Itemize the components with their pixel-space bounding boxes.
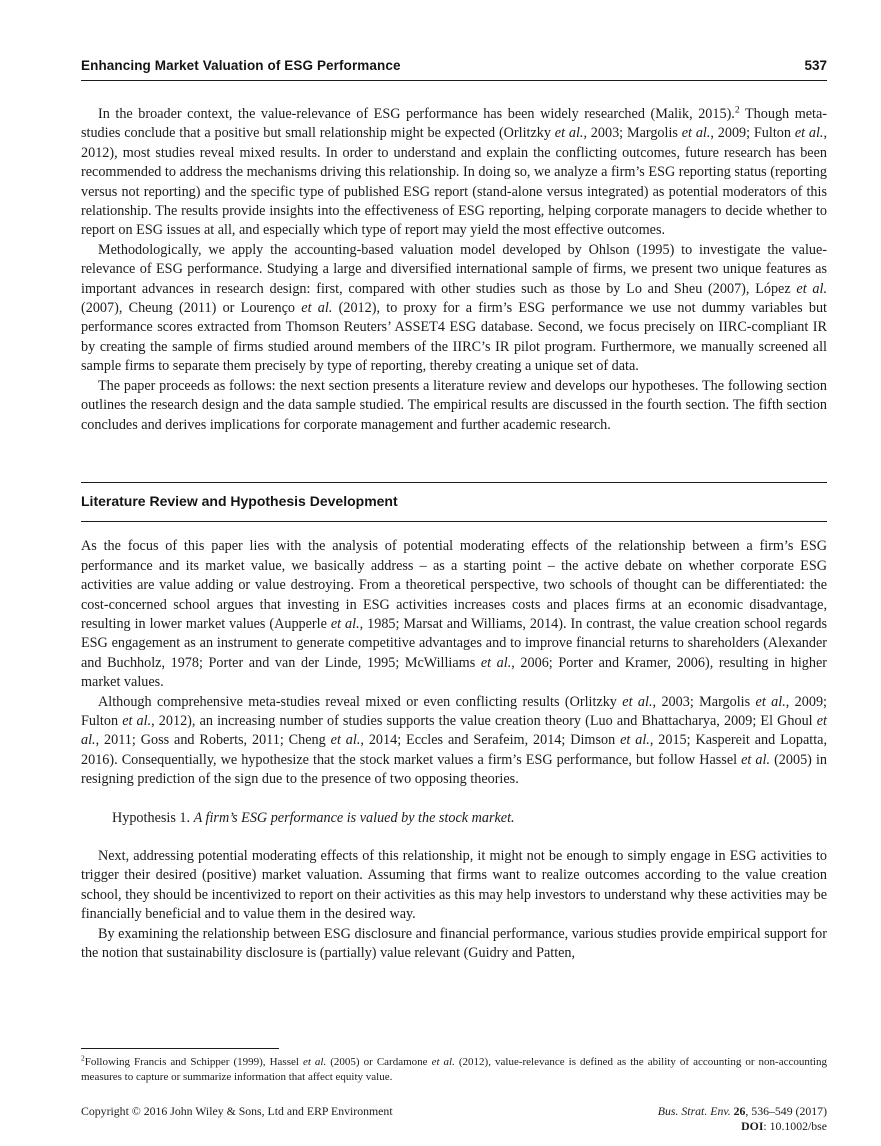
footnote (81, 1048, 827, 1084)
running-head-title: Enhancing Market Valuation of ESG Performance (81, 58, 401, 73)
doi-line: DOI: 10.1002/bse (741, 1119, 827, 1133)
section-heading-block (81, 482, 827, 522)
intro-paragraph-3: The paper proceeds as follows: the next section presents a literature review and develops our hypotheses. The following section outlines the research design and the data sample studied. The empirical results are discussed in the fourth section. The fifth section concludes and derives implications for corporate management and further academic research. (81, 377, 827, 433)
intro-paragraph-1: In the broader context, the value-relevance of ESG performance has been widely researched (Malik, 2015).$^2$ Though meta-studies conclude that a positive but small relationship might be expected (Orlitzky et al., 2003; Margolis et al., 2009; Fulton et al., 2012), most studies reveal mixed results. In order to understand and explain the conflicting outcomes, future research has been recommended to address the mechanisms driving this relationship. In doing so, we analyze a firm’s ESG reporting status (reporting versus not reporting) and the specific type of published ESG report (stand-alone versus integrated) as potential moderators of this relationship. The results provide insights into the effectiveness of ESG reporting, helping corporate managers to decide whether to report on ESG issues at all, and especially which type of report may yield the most effective outcomes. (81, 104, 828, 239)
intro-paragraph-2: Methodologically, we apply the accounting-based valuation model developed by Ohlson (1995) to investigate the value-relevance of ESG performance. Studying a large and diversified international sample of firms, we present two unique features as important advances in research design: first, compared with other studies such as those by Lo and Sheu (2007), López et al. (2007), Cheung (2011) or Lourenço et al. (2012), to proxy for a firm’s ESG performance we use not dummy variables but performance scores extracted from Thomson Reuters’ ASSET4 ESG database. Second, we focus precisely on IIRC-compliant IR by creating the sample of firms studied around members of the IIRC’s IR pilot program. Furthermore, we manually screened all sample firms to separate them precisely by type of reporting, thereby creating a unique set of data. (81, 241, 827, 375)
article-body (81, 105, 827, 963)
footnote-rule (81, 1048, 279, 1049)
hypothesis-1: Hypothesis 1. A firm’s ESG performance is valued by the stock market. (112, 809, 515, 826)
footnote-text: $^2$Following Francis and Schipper (1999), Hassel et al. (2005) or Cardamone et al. (2012), value-relevance is defined as the ability of accounting or non-accounting measures to capture or summarize information that affect equity value. (81, 1053, 827, 1083)
literature-paragraph-1: As the focus of this paper lies with the analysis of potential moderating effects of the relationship between a firm’s ESG performance and its market value, we basically address – as a starting point – the active debate on whether corporate ESG activities are value adding or value destroying. From a theoretical perspective, two schools of thought can be differentiated: the cost-concerned school argues that investing in ESG activities increases costs and places firms at an economic disadvantage, resulting in lower market values (Aupperle et al., 1985; Marsat and Williams, 2014). In contrast, the value creation school regards ESG engagement as an instrument to generate competitive advantages and to improve financial returns to shareholders (Alexander and Buchholz, 1978; Porter and van der Linde, 1995; McWilliams et al., 2006; Porter and Kramer, 2006), resulting in higher market values. (81, 538, 828, 691)
literature-paragraph-4: By examining the relationship between ESG disclosure and financial performance, various studies provide empirical support for the notion that sustainability disclosure is (partially) value relevant (Guidry and Patten, (81, 925, 827, 962)
copyright-line: Copyright © 2016 John Wiley & Sons, Ltd and ERP Environment (81, 1104, 393, 1118)
journal-reference: Bus. Strat. Env. 26, 536–549 (2017) (657, 1104, 827, 1118)
running-head (81, 58, 827, 73)
header-rule (81, 80, 827, 81)
page-footer (81, 1104, 827, 1134)
section-heading: Literature Review and Hypothesis Development (81, 492, 398, 509)
literature-paragraph-2: Although comprehensive meta-studies reveal mixed or even conflicting results (Orlitzky et al., 2003; Margolis et al., 2009; Fulton et al., 2012), an increasing number of studies supports the value creation theory (Luo and Bhattacharya, 2009; El Ghoul et al., 2011; Goss and Roberts, 2011; Cheng et al., 2014; Eccles and Serafeim, 2014; Dimson et al., 2015; Kaspereit and Lopatta, 2016). Consequentially, we hypothesize that the stock market values a firm’s ESG performance, but follow Hassel et al. (2005) in resigning prediction of the sign due to the presence of two opposing theories. (81, 693, 828, 788)
journal-reference-block (658, 1104, 827, 1134)
literature-section (81, 482, 827, 964)
page-number: 537 (804, 58, 827, 73)
literature-paragraph-3: Next, addressing potential moderating effects of this relationship, it might not be enough to simply engage in ESG activities to trigger their desired (positive) market valuation. Assuming that firms want to realize outcomes according to the value creation school, they should be incentivized to report on their activities as this may help investors to understand why these activities may be financially beneficial and to value them in the desired way. (81, 848, 827, 923)
